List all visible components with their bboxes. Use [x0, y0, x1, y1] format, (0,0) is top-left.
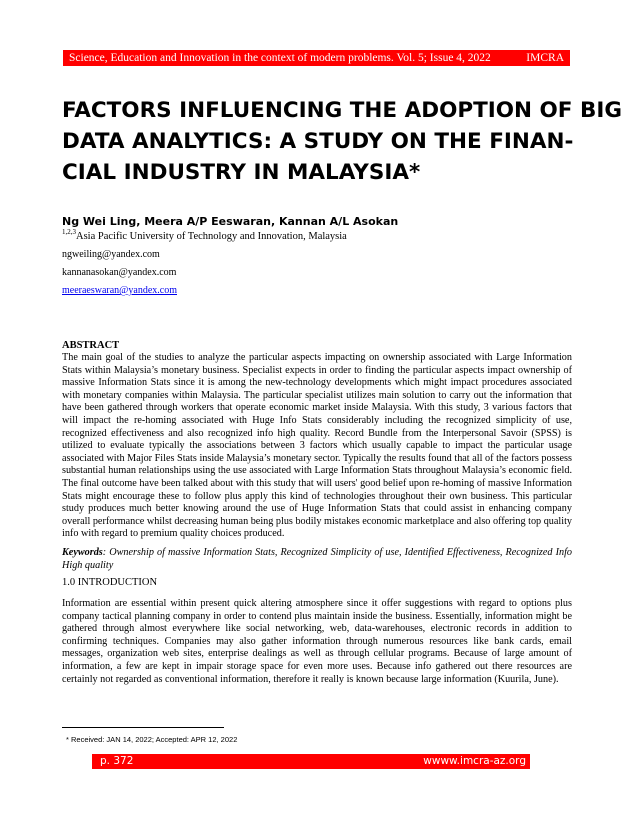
title-line-2: DATA ANALYTICS: A STUDY ON THE FINAN- — [62, 129, 574, 154]
affiliation-text: Asia Pacific University of Technology and Innovation, Malaysia — [76, 231, 347, 242]
author-email-2: kannanasokan@yandex.com — [62, 267, 177, 278]
page-footer-bar — [92, 754, 530, 769]
abstract-heading: ABSTRACT — [62, 340, 120, 351]
author-list: Ng Wei Ling, Meera A/P Eeswaran, Kannan A/L Asokan — [62, 215, 399, 228]
page-number: p. 372 — [100, 755, 134, 767]
publisher-name: IMCRA — [526, 52, 564, 64]
footnote-received: * Received: JAN 14, 2022; Accepted: APR 12, 2022 — [66, 735, 238, 744]
keywords — [62, 547, 572, 572]
journal-citation: Science, Education and Innovation in the context of modern problems. Vol. 5; Issue 4, 2022 — [69, 52, 491, 64]
footnote-divider — [62, 727, 224, 728]
journal-header-bar — [63, 50, 570, 66]
introduction-text: Information are essential within present quick altering atmosphere since it offer suggestions with regard to options plus company tactical planning company in order to contend plus maintain inside the business. Essentially, information might be gathered through almost everywhere like social networking, web, data-warehouses, electronic records in addition to confirming techniques. Companies may also gather information through numerous resources like bank cards, email messages, organization web sites, enterprise dealings as well as through cellular programs. Because of large amount of information, a few are kept in impair storage space for even more uses. Because info gathered out there resources are certainly not regarded as conventional information, therefore it really is known because large information (Kuurila, June). — [62, 598, 572, 685]
affiliation-marks: 1,2,3 — [62, 228, 76, 236]
title-line-3: CIAL INDUSTRY IN MALAYSIA* — [62, 160, 421, 185]
keywords-text: : Ownership of massive Information Stats, Recognized Simplicity of use, Identified Effectiveness, Recognized Info High quality — [62, 547, 572, 571]
paper-title — [62, 95, 623, 188]
footer-website[interactable]: wwww.imcra-az.org — [423, 755, 526, 767]
author-email-link[interactable]: meeraeswaran@yandex.com — [62, 285, 177, 296]
keywords-label: Keywords — [62, 547, 103, 558]
author-email-1: ngweiling@yandex.com — [62, 249, 160, 260]
introduction-heading: 1.0 INTRODUCTION — [62, 577, 158, 588]
title-line-1: FACTORS INFLUENCING THE ADOPTION OF BIG — [62, 98, 623, 123]
affiliation — [62, 228, 347, 242]
abstract-text: The main goal of the studies to analyze the particular aspects impacting on ownership associated with Large Information Stats within Malaysia’s monetary business. Specialist expects in order to finding the particular aspects impact ownership of massive Information Stats since it is among the new-technology developments which might impact procedures associated with monetary companies within Malaysia. The particular specialist utilizes main solution to carry out the information that have been gathered through workers that operate economic market inside Malaysia. With this study, 3 various factors that will impact the re-homing associated with Huge Info Stats considerably including the recognized simplicity of use, recognized effectiveness and also recognized info high quality. Record Bundle from the Interpersonal Savoir (SPSS) is utilized to evaluate typically the associations between 3 factors which usually capable to impact the particular usage associated with Major Files Stats inside Malaysia’s monetary sector. Typically the results found that all of the factors possess substantial human relationships using the use associated with Large Information Stats throughout Malaysia’s economic field. The final outcome have been talked about with this study that will users' good belief upon re-homing of massive Information Stats might encourage these to follow plus apply this kind of technologies throughout their own business. This particular study produces much better knowing around the use of Huge Information Stats that could assist in enhancing company overall performance whilst decreasing human being plus bodily mistakes economic marketplace and also offering top quality info with regard to premium quality choices produced. — [62, 352, 572, 540]
